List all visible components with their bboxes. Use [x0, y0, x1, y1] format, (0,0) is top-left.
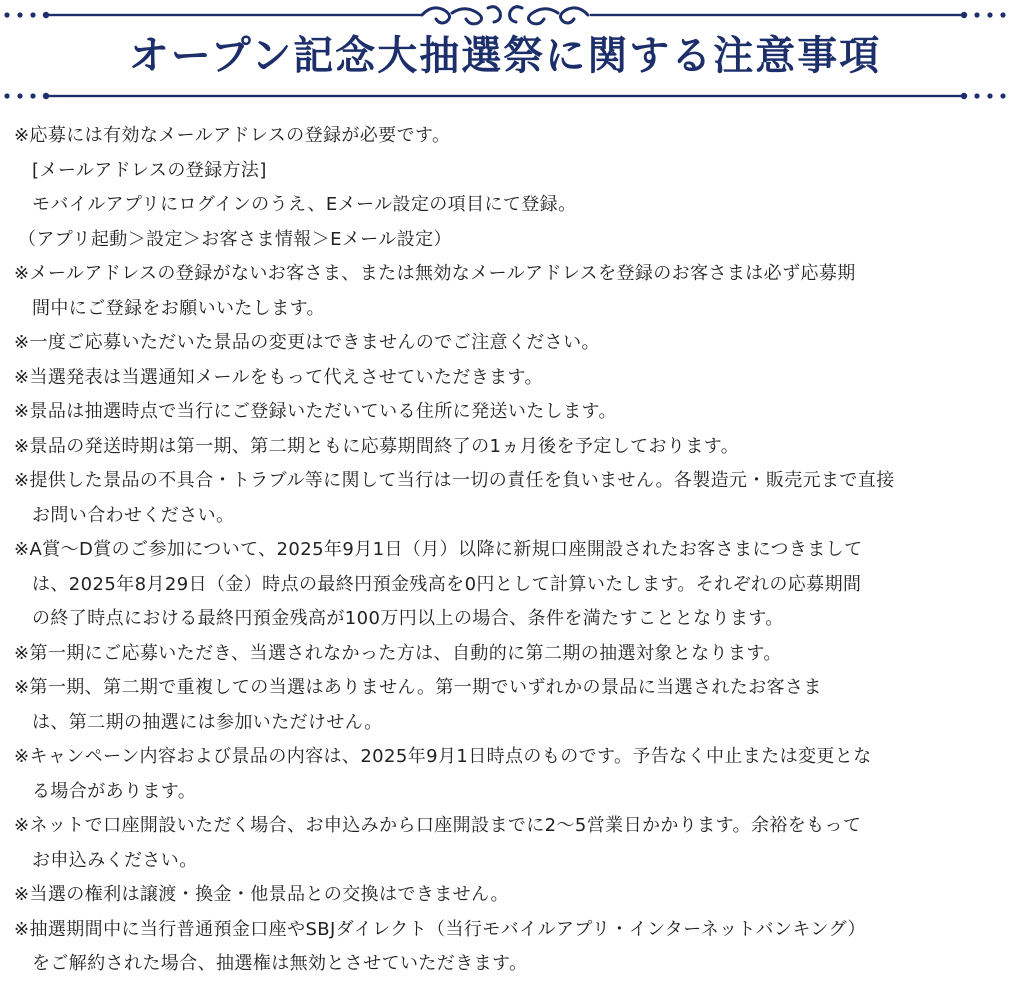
note-line: ※景品の発送時期は第一期、第二期ともに応募期間終了の1ヵ月後を予定しております。: [14, 435, 740, 457]
note-line: ※応募には有効なメールアドレスの登録が必要です。: [14, 125, 451, 146]
note-line: る場合があります。: [32, 780, 197, 802]
note-line: ※メールアドレスの登録がないお客さま、または無効なメールアドレスを登録のお客さまは必ず応募期: [14, 263, 856, 284]
note-line: お問い合わせください。: [32, 504, 235, 526]
note-line: ※景品は抽選時点で当行にご登録いただいている住所に発送いたします。: [14, 401, 617, 422]
note-line: ※提供した景品の不具合・トラブル等に関して当行は一切の責任を負いません。各製造元・販売元まで直接: [14, 470, 895, 491]
note-line: ※抽選期間中に当行普通預金口座やSBJダイレクト（当行モバイルアプリ・インターネットバンキング）: [14, 918, 866, 940]
note-line: （アプリ起動＞設定＞お客さま情報＞Eメール設定）: [18, 228, 452, 250]
note-line: ※当選の権利は譲渡・換金・他景品との交換はできません。: [14, 884, 509, 905]
note-line: 間中にご登録をお願いいたします。: [32, 297, 325, 319]
page-title: オープン記念大抽選祭に関する注意事項: [128, 33, 882, 79]
note-line: [メールアドレスの登録方法]: [32, 159, 267, 181]
note-line: は、2025年8月29日（金）時点の最終円預金残高を0円として計算いたします。それぞれの応募期間: [32, 573, 862, 595]
note-line: ※一度ご応募いただいた景品の変更はできませんのでご注意ください。: [14, 332, 600, 353]
top-ornament-rule: [0, 0, 1010, 34]
note-line: をご解約された場合、抽選権は無効とさせていただきます。: [32, 953, 528, 974]
note-line: ※ネットで口座開設いただく場合、お申込みから口座開設までに2〜5営業日かかります。余裕をもって: [14, 815, 862, 836]
bottom-ornament-rule: [0, 80, 1010, 114]
note-line: ※当選発表は当選通知メールをもって代えさせていただきます。: [14, 366, 543, 388]
note-line: ※A賞〜D賞のご参加について、2025年9月1日（月）以降に新規口座開設されたお客さまにつきまして: [14, 539, 863, 560]
note-line: ※第一期、第二期で重複しての当選はありません。第一期でいずれかの景品に当選されたお客さま: [14, 677, 822, 698]
note-line: は、第二期の抽選には参加いただけせん。: [32, 711, 383, 733]
note-line: ※第一期にご応募いただき、当選されなかった方は、自動的に第二期の抽選対象となります。: [14, 642, 782, 664]
note-line: の終了時点における最終円預金残高が100万円以上の場合、条件を満たすこととなります。: [32, 608, 784, 629]
note-line: お申込みください。: [32, 849, 198, 871]
header: [0, 0, 1010, 108]
notes-list: [14, 119, 1004, 982]
note-line: ※キャンペーン内容および景品の内容は、2025年9月1日時点のものです。予告なく中止または変更とな: [14, 746, 872, 767]
note-line: モバイルアプリにログインのうえ、Eメール設定の項目にて登録。: [32, 194, 577, 215]
